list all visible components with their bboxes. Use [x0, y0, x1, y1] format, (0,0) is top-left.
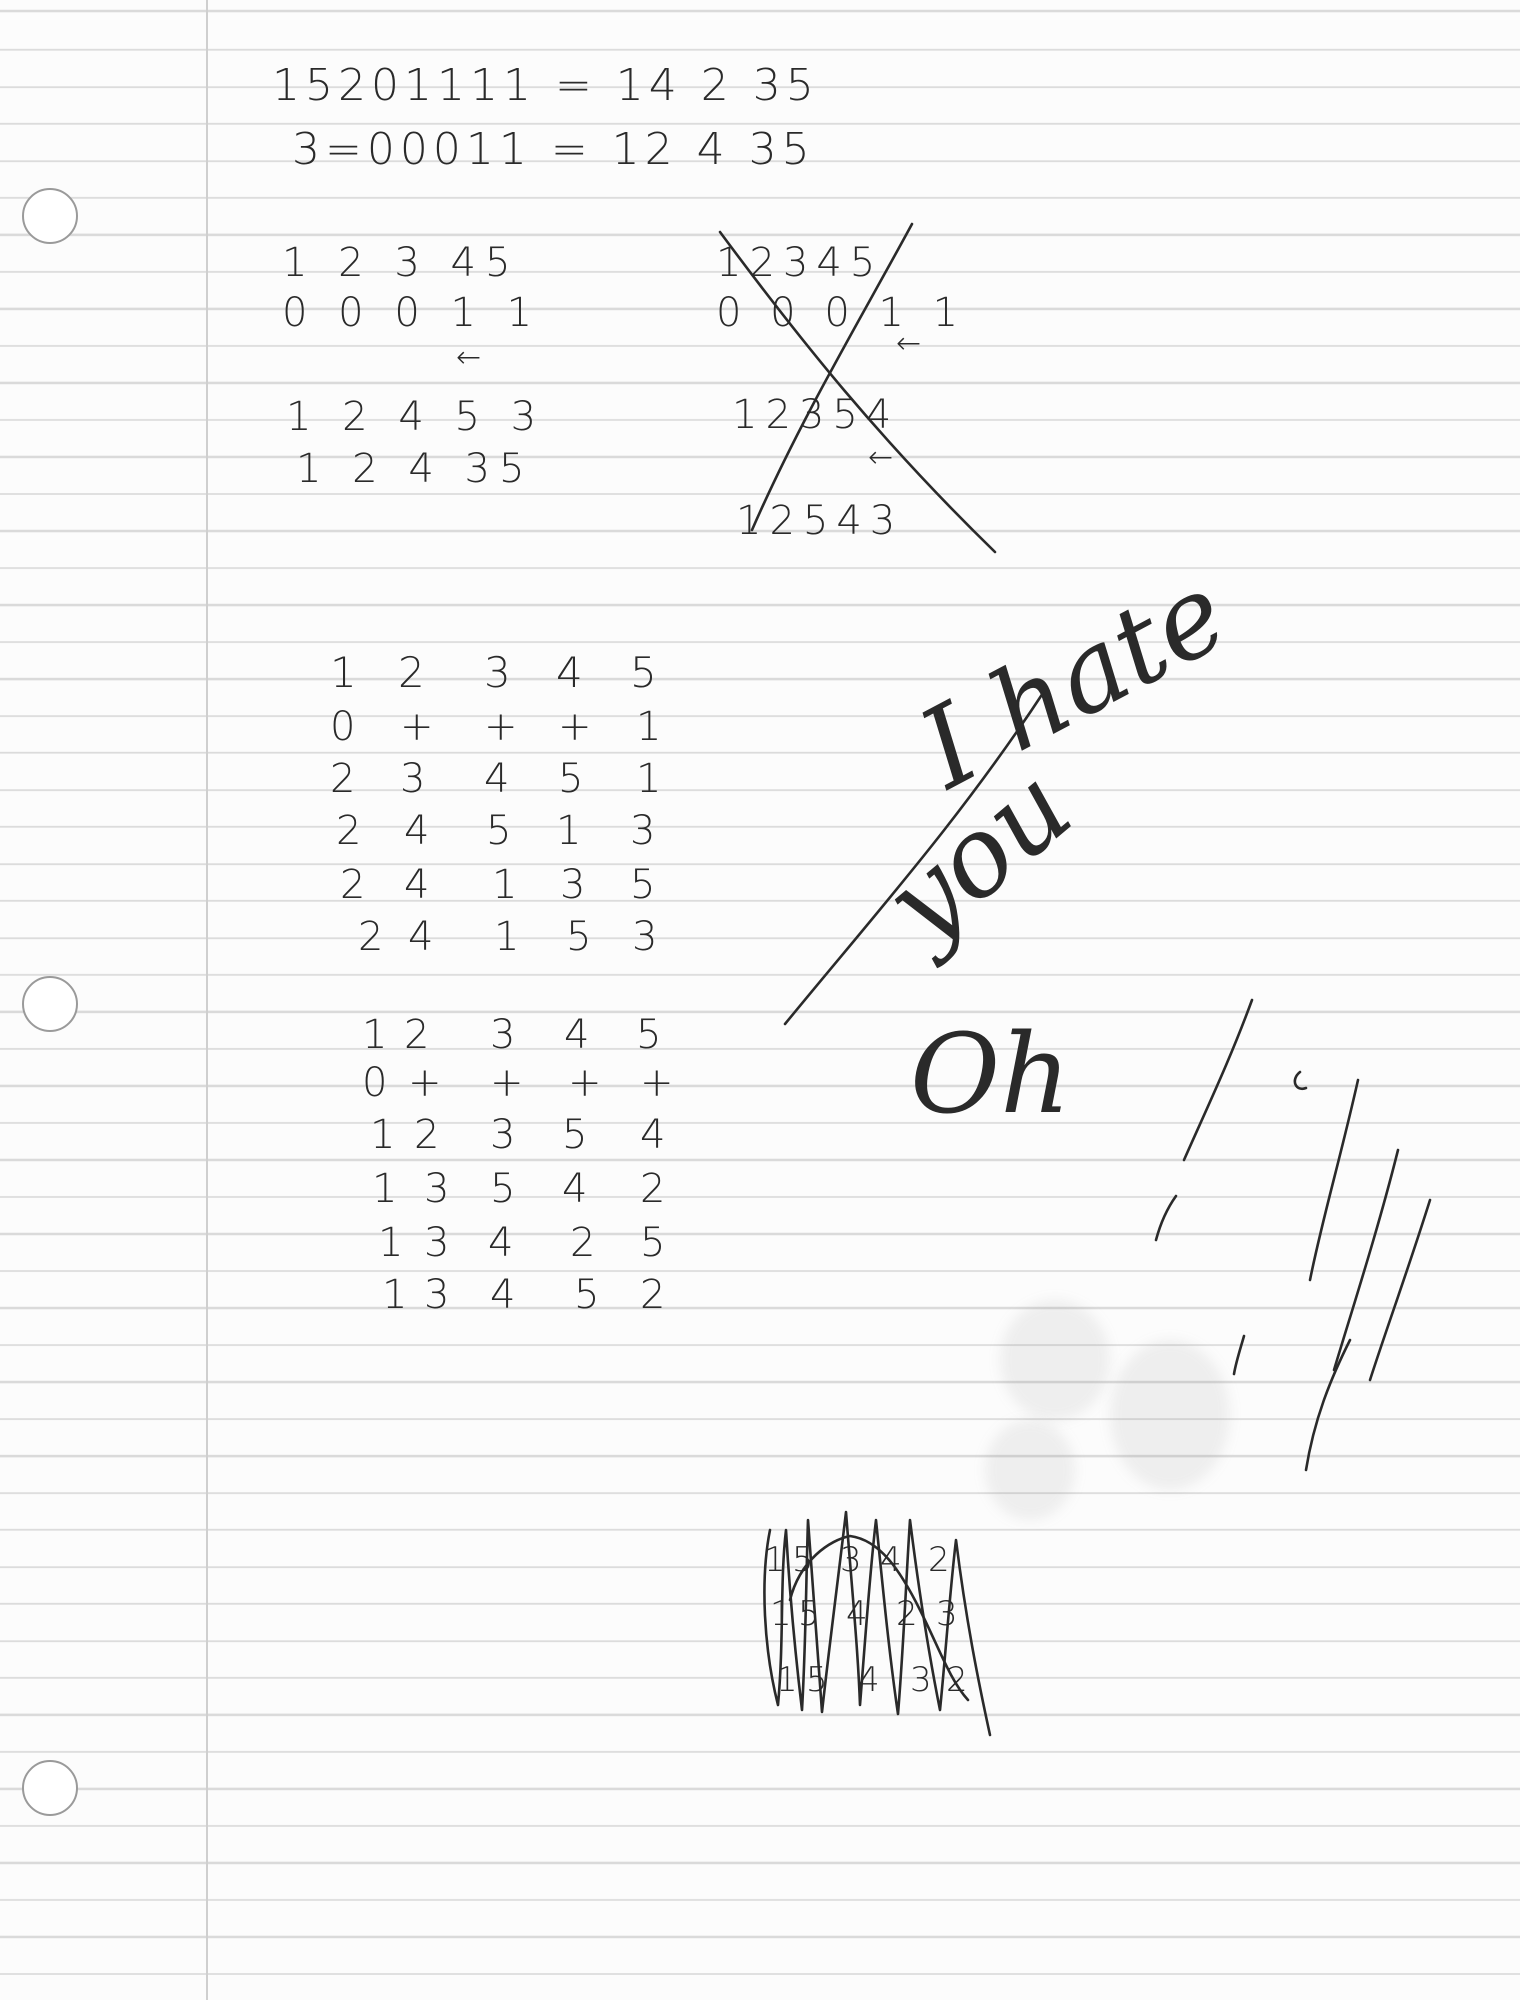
header-line-1: 15201111 = 14 2 35	[272, 60, 819, 111]
scribble-cell: 4	[846, 1594, 868, 1634]
table-cell: +	[490, 1060, 524, 1106]
table-cell: 2	[640, 1166, 666, 1212]
table-cell: 2	[404, 1012, 430, 1058]
exclamation-stroke	[1306, 1340, 1350, 1470]
table-cell: +	[408, 1060, 442, 1106]
scribble-cell: 5	[798, 1594, 820, 1634]
doodle-word-1: I hate	[900, 547, 1247, 814]
table-cell: 3	[424, 1166, 450, 1212]
table-cell: 4	[408, 914, 434, 960]
example-right-row-2: 0 0 0 1 1	[716, 290, 967, 336]
table-cell: 2	[336, 808, 362, 854]
example-left-row-1: 1 2 3 45	[282, 240, 520, 286]
table-cell: 4	[404, 808, 430, 854]
table-cell: 4	[484, 756, 510, 802]
table-cell: 5	[630, 648, 657, 697]
ink-stain	[985, 1420, 1075, 1520]
scribble-cell: 3	[840, 1540, 862, 1580]
table-cell: +	[568, 1060, 602, 1106]
exclamation-stroke	[1295, 1072, 1306, 1089]
example-left-row-3: 1 2 4 5 3	[286, 394, 546, 440]
table-cell: 5	[574, 1272, 600, 1318]
table-cell: 3	[484, 648, 511, 697]
table-cell: 4	[640, 1112, 666, 1158]
table-cell: 3	[424, 1272, 450, 1318]
scribble-cell: 2	[896, 1594, 918, 1634]
table-cell: 3	[630, 808, 656, 854]
example-right-row-4: 12543	[736, 498, 904, 544]
exclamation-stroke	[1370, 1200, 1430, 1380]
scribble-cell: 2	[946, 1660, 968, 1700]
arrow-left-icon: ←	[868, 440, 894, 475]
scribble-cell: 1	[776, 1660, 798, 1700]
table-cell: 4	[562, 1166, 588, 1212]
table-cell: 3	[490, 1012, 516, 1058]
table-cell: 0	[362, 1060, 388, 1106]
table-cell: 2	[414, 1112, 440, 1158]
scribble-cell: 3	[936, 1594, 958, 1634]
table-cell: 1	[372, 1166, 398, 1212]
table-cell: 1	[636, 756, 662, 802]
arrow-left-icon: ←	[456, 340, 482, 375]
table-cell: 5	[562, 1112, 588, 1158]
table-cell: 4	[488, 1220, 514, 1266]
table-cell: 3	[560, 862, 586, 908]
table-cell: 4	[556, 648, 583, 697]
table-cell: 1	[494, 914, 520, 960]
exclamation-stroke	[1310, 1080, 1358, 1280]
table-cell: 1	[382, 1272, 408, 1318]
ink-stain	[1110, 1340, 1230, 1490]
table-cell: 1	[556, 808, 582, 854]
table-cell: 2	[358, 914, 384, 960]
scribble-cell: 3	[910, 1660, 932, 1700]
margin-line	[206, 0, 208, 2000]
table-cell: 2	[398, 648, 425, 697]
binder-hole-top	[22, 188, 78, 244]
table-cell: 5	[486, 808, 512, 854]
table-cell: 1	[362, 1012, 388, 1058]
exclamation-stroke	[1184, 1000, 1252, 1160]
table-cell: 2	[640, 1272, 666, 1318]
table-cell: 1	[378, 1220, 404, 1266]
scribble-cell: 4	[880, 1540, 902, 1580]
binder-hole-middle	[22, 976, 78, 1032]
table-cell: 2	[330, 756, 356, 802]
table-cell: +	[640, 1060, 674, 1106]
header-line-2: 3=00011 = 12 4 35	[292, 124, 815, 175]
table-cell: +	[558, 704, 592, 750]
scribble-cell: 5	[792, 1540, 814, 1580]
table-cell: 2	[570, 1220, 596, 1266]
table-cell: 0	[330, 704, 356, 750]
scribble-cell: 1	[764, 1540, 786, 1580]
table-cell: 4	[490, 1272, 516, 1318]
table-cell: 5	[490, 1166, 516, 1212]
table-cell: 5	[558, 756, 584, 802]
scribble-cell: 1	[770, 1594, 792, 1634]
table-cell: 5	[630, 862, 656, 908]
table-cell: 3	[632, 914, 658, 960]
ink-stain	[1000, 1300, 1110, 1420]
exclamation-stroke	[1156, 1196, 1176, 1240]
example-right-row-1: 12345	[716, 240, 884, 286]
example-left-row-2: 0 0 0 1 1	[282, 290, 542, 336]
table-cell: 5	[636, 1012, 662, 1058]
example-right-row-3: 12354	[732, 392, 900, 438]
example-left-row-4: 1 2 4 35	[296, 446, 534, 492]
arrow-left-icon: ←	[896, 326, 922, 361]
table-cell: 2	[340, 862, 366, 908]
table-cell: 4	[564, 1012, 590, 1058]
table-cell: 5	[566, 914, 592, 960]
table-cell: +	[484, 704, 518, 750]
table-cell: 1	[492, 862, 518, 908]
doodle-word-2: you	[860, 741, 1095, 969]
table-cell: 4	[404, 862, 430, 908]
table-cell: 3	[400, 756, 426, 802]
table-cell: 1	[370, 1112, 396, 1158]
binder-hole-bottom	[22, 1760, 78, 1816]
scribble-cell: 4	[858, 1660, 880, 1700]
table-cell: 1	[636, 704, 662, 750]
table-cell: 3	[490, 1112, 516, 1158]
doodle-word-3: Oh	[910, 1010, 1072, 1138]
exclamation-stroke	[1334, 1150, 1398, 1370]
table-cell: 3	[424, 1220, 450, 1266]
table-cell: +	[400, 704, 434, 750]
scribble-cell: 5	[806, 1660, 828, 1700]
exclamation-stroke	[1234, 1336, 1244, 1374]
scribble-cell: 2	[928, 1540, 950, 1580]
table-cell: 1	[330, 648, 357, 697]
table-cell: 5	[640, 1220, 666, 1266]
